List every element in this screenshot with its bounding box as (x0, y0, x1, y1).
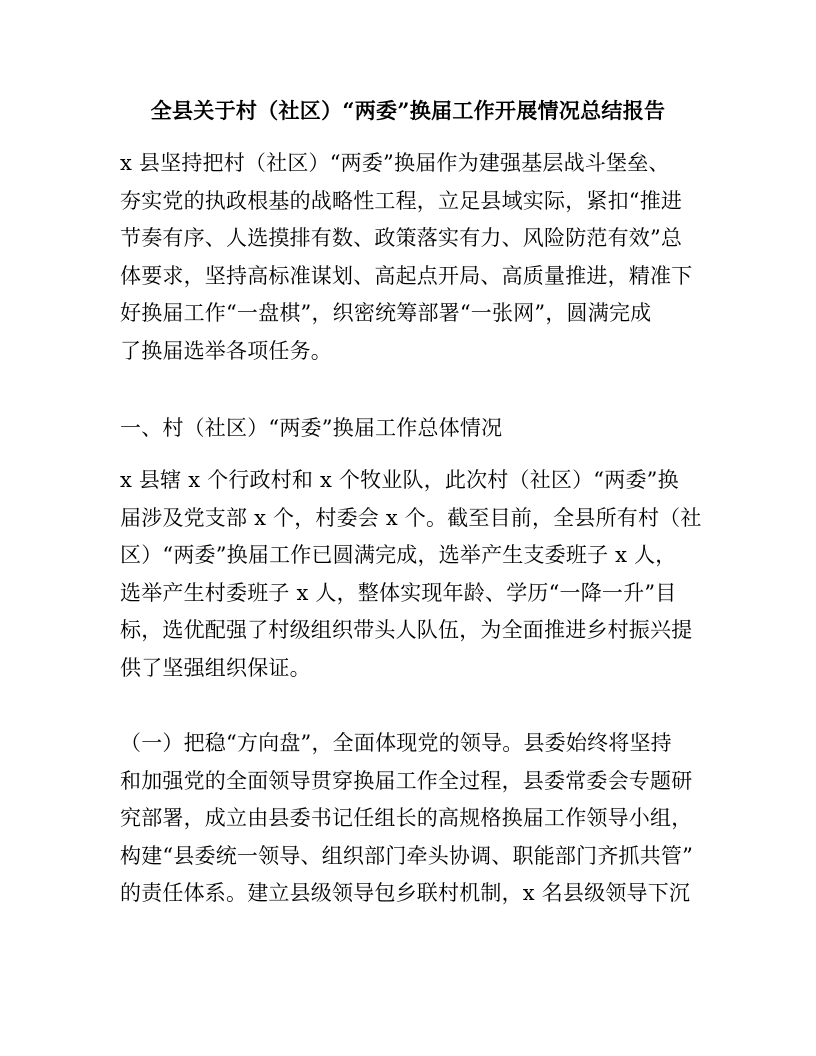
paragraph-overview (120, 462, 710, 687)
paragraph-line: 区）“两委”换届工作已圆满完成，选举产生支委班子 x 人， (120, 543, 677, 567)
paragraph-line: 究部署，成立由县委书记任组长的高规格换届工作领导小组， (120, 806, 693, 830)
paragraph-line: 选举产生村委班子 x 人，整体实现年龄、学历“一降一升”目 (120, 580, 677, 605)
paragraph-intro (120, 145, 710, 370)
paragraph-line: 的责任体系。建立县级领导包乡联村机制，x 名县级领导下沉 (120, 881, 691, 905)
paragraph-line: 届涉及党支部 x 个，村委会 x 个。截至目前，全县所有村（社 (120, 505, 702, 530)
paragraph-line: 了换届选举各项任务。 (120, 338, 332, 363)
document-title: 全县关于村（社区）“两委”换届工作开展情况总结报告 (150, 98, 666, 123)
section-heading-text: 一、村（社区）“两委”换届工作总体情况 (120, 416, 503, 440)
paragraph-line: 好换届工作“一盘棋”，织密统筹部署“一张网”，圆满完成 (120, 301, 652, 325)
paragraph-line: x 县辖 x 个行政村和 x 个牧业队，此次村（社区）“两委”换 (120, 468, 679, 492)
paragraph-leadership (120, 725, 710, 913)
paragraph-line: （一）把稳“方向盘”，全面体现党的领导。县委始终将坚持 (120, 731, 672, 755)
section-heading (120, 410, 710, 448)
paragraph-line: 供了坚强组织保证。 (120, 655, 311, 680)
paragraph-line: 和加强党的全面领导贯穿换届工作全过程，县委常委会专题研 (120, 768, 693, 793)
paragraph-line: 标，选优配强了村级组织带头人队伍，为全面推进乡村振兴提 (120, 618, 693, 642)
paragraph-line: 节奏有序、人选摸排有数、政策落实有力、风险防范有效”总 (120, 226, 683, 250)
paragraph-line: 构建“县委统一领导、组织部门牵头协调、职能部门齐抓共管” (120, 843, 694, 868)
paragraph-line: 体要求，坚持高标准谋划、高起点开局、高质量推进，精准下 (120, 263, 693, 288)
paragraph-line: x 县坚持把村（社区）“两委”换届作为建强基层战斗堡垒、 (120, 151, 670, 175)
paragraph-line: 夯实党的执政根基的战略性工程，立足县域实际，紧扣“推进 (120, 188, 683, 213)
